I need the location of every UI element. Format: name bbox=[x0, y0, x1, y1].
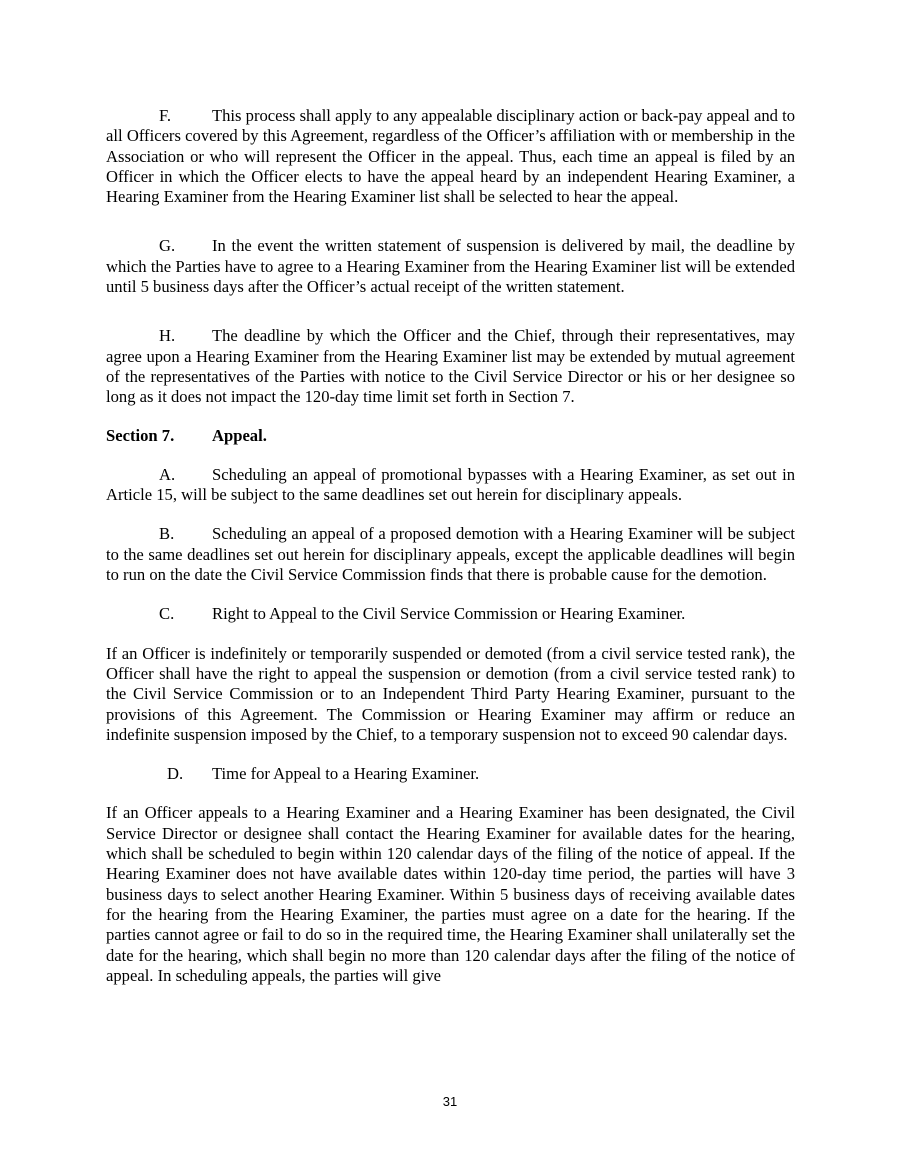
paragraph-text: The deadline by which the Officer and the Chief, through their representatives, may agree upon a Hearing Examiner from the Hearing Examiner list may be extended by mutual agreement of the representatives of the Parties with notice to the Civil Service Director or his or her designee so long as it does not impact the 120-day time limit set forth in Section 7. bbox=[106, 326, 795, 407]
page-content bbox=[106, 106, 795, 986]
paragraph-letter: H. bbox=[159, 326, 176, 346]
section7-paragraph-c-body bbox=[106, 644, 795, 745]
section-heading bbox=[106, 426, 795, 446]
paragraph-text: Scheduling an appeal of promotional bypasses with a Hearing Examiner, as set out in Article 15, will be subject to the same deadlines set out herein for disciplinary appeals. bbox=[106, 464, 795, 505]
paragraph-letter: B. bbox=[159, 524, 175, 544]
section7-paragraph-a bbox=[106, 465, 795, 506]
paragraph-text: Scheduling an appeal of a proposed demotion with a Hearing Examiner will be subject to the same deadlines set out herein for disciplinary appeals, except the applicable deadlines will begin to run on the date the Civil Service Commission finds that there is probable cause for the demotion. bbox=[106, 524, 795, 585]
paragraph-text: In the event the written statement of suspension is delivered by mail, the deadline by which the Parties have to agree to a Hearing Examiner from the Hearing Examiner list will be extended until 5 business days after the Officer’s actual receipt of the written statement. bbox=[106, 236, 795, 297]
section7-paragraph-d-body bbox=[106, 803, 795, 986]
paragraph-text: If an Officer is indefinitely or temporarily suspended or demoted (from a civil service tested rank), the Officer shall have the right to appeal the suspension or demotion (from a civil service tested rank) to the Civil Service Commission or to an Independent Third Party Hearing Examiner, pursuant to the provisions of this Agreement. The Commission or Hearing Examiner may affirm or reduce an indefinite suspension imposed by the Chief, to a temporary suspension not to exceed 90 calendar days. bbox=[106, 643, 795, 744]
section7-subheading-d bbox=[106, 764, 795, 784]
subheading-text: Right to Appeal to the Civil Service Commission or Hearing Examiner. bbox=[212, 604, 686, 624]
section7-subheading-c bbox=[106, 604, 795, 624]
paragraph-g bbox=[106, 236, 795, 297]
paragraph-letter: A. bbox=[159, 464, 176, 484]
paragraph-letter: D. bbox=[167, 764, 184, 784]
paragraph-h bbox=[106, 326, 795, 407]
paragraph-letter: C. bbox=[159, 604, 175, 624]
subheading-text: Time for Appeal to a Hearing Examiner. bbox=[212, 764, 480, 784]
page-number: 31 bbox=[442, 1094, 458, 1109]
paragraph-text: If an Officer appeals to a Hearing Examiner and a Hearing Examiner has been designated, the Civil Service Director or designee shall contact the Hearing Examiner for available dates for the hearing, which shall be scheduled to begin within 120 calendar days of the filing of the notice of appeal. If the Hearing Examiner does not have available dates within 120-day time period, the parties will have 3 business days to select another Hearing Examiner. Within 5 business days of receiving available dates for the hearing from the Hearing Examiner, the parties must agree on a date for the hearing. If the parties cannot agree or fail to do so in the required time, the Hearing Examiner shall unilaterally set the date for the hearing, which shall begin no more than 120 calendar days after the filing of the notice of appeal. In scheduling appeals, the parties will give bbox=[106, 803, 795, 985]
paragraph-letter: G. bbox=[159, 236, 176, 256]
paragraph-letter: F. bbox=[159, 106, 172, 125]
paragraph-text: This process shall apply to any appealable disciplinary action or back-pay appeal and to all Officers covered by this Agreement, regardless of the Officer’s affiliation with or membership in the Association or who will represent the Officer in the appeal. Thus, each time an appeal is filed by an Officer in which the Officer elects to have the appeal heard by an independent Hearing Examiner, a Hearing Examiner from the Hearing Examiner list shall be selected to hear the appeal. bbox=[106, 106, 795, 207]
section7-paragraph-b bbox=[106, 524, 795, 585]
section-title: Appeal. bbox=[212, 425, 267, 445]
section-number: Section 7. bbox=[106, 425, 175, 445]
paragraph-f bbox=[106, 106, 795, 207]
